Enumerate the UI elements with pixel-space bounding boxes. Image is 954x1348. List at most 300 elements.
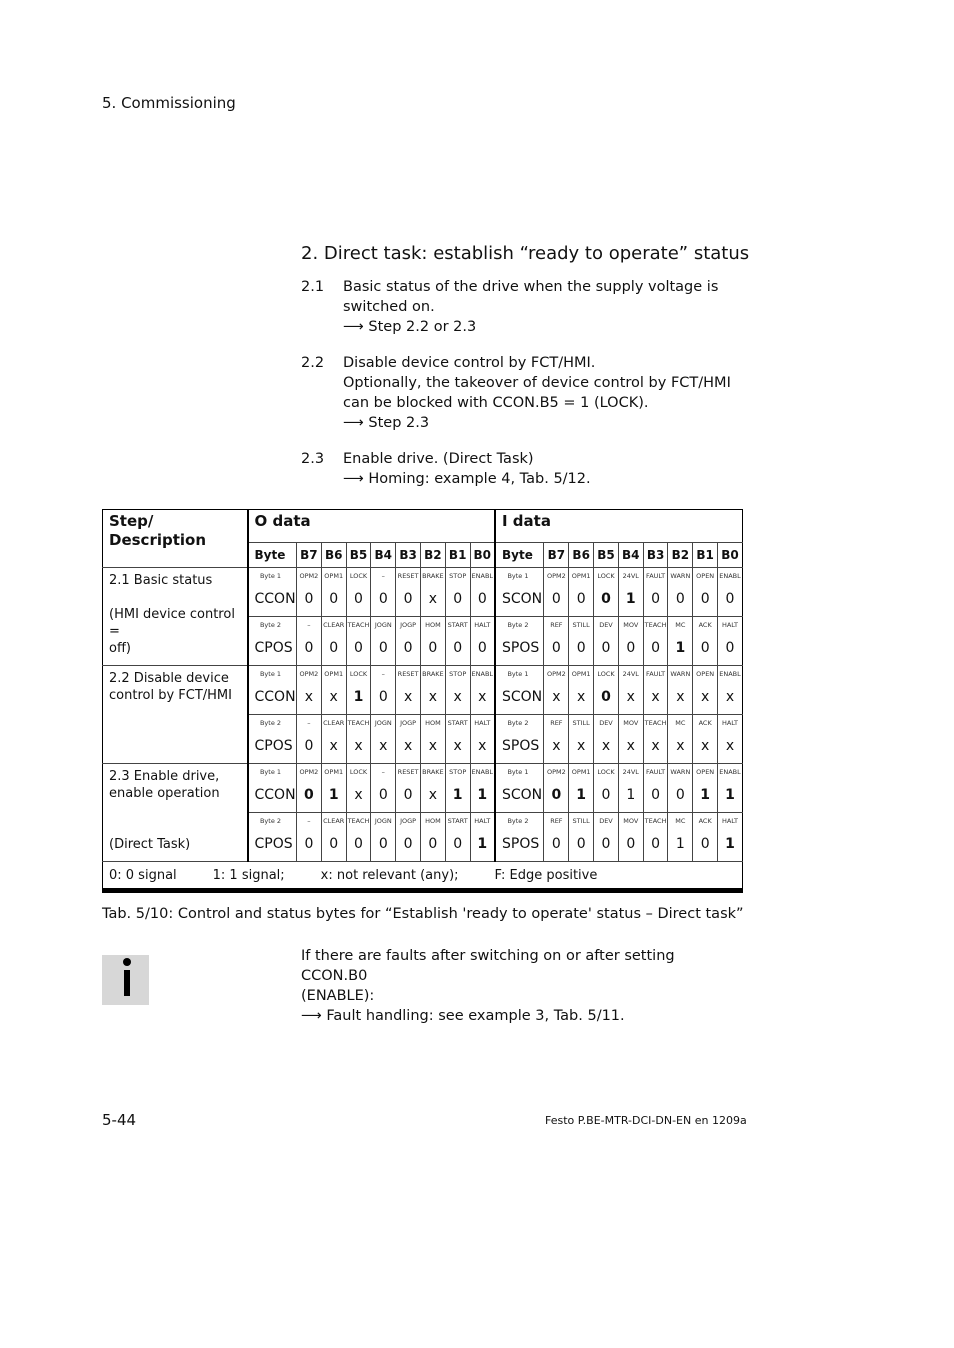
bit-value: 0	[601, 640, 611, 656]
bit-label: OPM2	[299, 768, 319, 776]
bit-value: 0	[551, 640, 561, 656]
o-bit-cell	[321, 764, 346, 813]
bit-label: JOGN	[374, 817, 392, 825]
bit-value: x	[329, 689, 338, 705]
byte-number-label: Byte 2	[259, 621, 282, 629]
bit-label: OPEN	[696, 670, 715, 678]
control-status-table	[102, 509, 743, 893]
bit-value: 1	[626, 787, 636, 803]
i-bit-cell	[569, 568, 594, 617]
step-number: 2.1	[301, 279, 325, 295]
o-bit-cell	[470, 666, 495, 715]
step-reference	[343, 469, 763, 489]
o-bit-cell	[396, 715, 421, 764]
i-bit-cell	[594, 813, 619, 862]
o-bit-cell	[297, 666, 322, 715]
i-bit-header-b4: B4	[618, 543, 643, 568]
bit-value: 0	[304, 787, 314, 803]
bit-label: ENABL	[471, 670, 494, 678]
bit-value: 0	[626, 836, 636, 852]
bit-label: ACK	[698, 817, 712, 825]
bit-value: x	[676, 689, 685, 705]
bit-value: 0	[403, 591, 413, 607]
byte-name: SCON	[501, 591, 543, 607]
o-bit-cell	[396, 568, 421, 617]
bit-label: –	[381, 768, 385, 776]
byte-number-label: Byte 2	[507, 817, 529, 825]
bit-value: x	[478, 689, 487, 705]
i-bit-cell	[643, 568, 668, 617]
byte-number-label: Byte 2	[259, 719, 282, 727]
section-title: 2. Direct task: establish “ready to operate” status	[301, 243, 750, 264]
bit-label: REF	[550, 719, 563, 727]
o-bit-cell	[420, 715, 445, 764]
i-bit-header-b2: B2	[668, 543, 693, 568]
bit-value: 0	[403, 836, 413, 852]
info-icon	[102, 955, 149, 1005]
bit-value: x	[453, 689, 462, 705]
byte-name: CPOS	[254, 738, 293, 754]
bit-value: 0	[700, 591, 710, 607]
bit-value: x	[428, 787, 438, 803]
i-bit-cell	[618, 813, 643, 862]
i-bit-cell	[693, 813, 718, 862]
bit-label: REF	[550, 817, 563, 825]
i-bit-cell	[618, 715, 643, 764]
bit-value: 0	[354, 640, 363, 656]
bit-label: CLEAR	[323, 719, 345, 727]
i-byte-cell	[495, 764, 544, 813]
o-bit-cell	[321, 666, 346, 715]
i-bit-cell	[718, 715, 743, 764]
step-reference-text: Step 2.2 or 2.3	[368, 319, 477, 335]
i-byte-cell	[495, 715, 544, 764]
bit-label: –	[307, 621, 311, 629]
bit-value: 0	[329, 591, 339, 607]
i-bit-cell	[544, 568, 569, 617]
o-bit-cell	[346, 715, 371, 764]
bit-label: LOCK	[349, 670, 368, 678]
bit-value: 0	[428, 640, 438, 656]
i-bit-cell	[594, 568, 619, 617]
byte-number-label: Byte 2	[259, 817, 282, 825]
bit-value: 1	[725, 787, 735, 803]
step-text: Basic status of the drive when the supply voltage is	[343, 279, 719, 295]
page-number: 5-44	[102, 1111, 137, 1129]
bit-label: MOV	[623, 817, 639, 825]
bit-label: TEACH	[644, 817, 667, 825]
i-bit-cell	[643, 764, 668, 813]
o-bit-cell	[371, 813, 396, 862]
table-caption: Tab. 5/10: Control and status bytes for “Establish 'ready to operate' status – Direct task”	[102, 906, 744, 922]
step-number: 2.3	[301, 451, 325, 467]
o-bit-cell	[470, 568, 495, 617]
bit-label: BRAKE	[422, 768, 444, 776]
i-bit-cell	[618, 568, 643, 617]
bit-value: 0	[378, 591, 388, 607]
o-byte-cell	[248, 715, 297, 764]
i-bit-cell	[544, 715, 569, 764]
i-bit-cell	[618, 666, 643, 715]
bit-value: x	[453, 738, 462, 754]
o-data-header: O data	[248, 510, 495, 543]
i-bit-cell	[544, 813, 569, 862]
bit-value: 0	[304, 591, 314, 607]
bit-label: ENABL	[719, 572, 741, 580]
arrow-icon: ⟶	[301, 1008, 322, 1024]
bit-label: FAULT	[646, 670, 666, 678]
i-byte-cell	[495, 617, 544, 666]
i-bit-cell	[569, 715, 594, 764]
i-bit-cell	[718, 568, 743, 617]
bit-value: 0	[601, 787, 611, 803]
bit-value: 1	[675, 836, 685, 852]
bit-label: HOM	[425, 719, 441, 727]
bit-label: JOGP	[400, 621, 417, 629]
o-bit-header-b1: B1	[445, 543, 470, 568]
bit-value: 0	[329, 836, 339, 852]
bit-label: BRAKE	[422, 670, 444, 678]
bit-label: OPM2	[299, 572, 319, 580]
o-bit-header-b0: B0	[470, 543, 495, 568]
bit-value: x	[403, 689, 413, 705]
bit-label: START	[447, 719, 468, 727]
i-bit-cell	[544, 617, 569, 666]
bit-value: 1	[625, 591, 636, 607]
o-byte-cell	[248, 568, 297, 617]
table-row	[103, 764, 743, 813]
bit-label: OPM1	[324, 768, 344, 776]
arrow-icon: ⟶	[343, 415, 364, 431]
bit-value: x	[701, 689, 710, 705]
o-bit-header-b2: B2	[420, 543, 445, 568]
i-bit-cell	[668, 617, 693, 666]
bit-label: LOCK	[349, 572, 368, 580]
bit-label: HALT	[721, 621, 738, 629]
i-bit-cell	[643, 813, 668, 862]
bit-label: OPM1	[571, 670, 591, 678]
i-byte-cell	[495, 666, 544, 715]
i-bit-cell	[643, 715, 668, 764]
bit-label: RESET	[397, 670, 419, 678]
bit-label: LOCK	[597, 768, 615, 776]
o-bit-cell	[445, 568, 470, 617]
byte-name: CCON	[254, 591, 296, 607]
o-bit-cell	[420, 617, 445, 666]
bit-value: 0	[378, 787, 388, 803]
o-bit-cell	[321, 715, 346, 764]
bit-value: x	[428, 591, 438, 607]
bit-value: x	[354, 787, 363, 803]
bit-label: JOGN	[374, 621, 392, 629]
bit-value: 0	[304, 836, 314, 852]
i-bit-cell	[643, 617, 668, 666]
i-bit-cell	[693, 666, 718, 715]
bit-value: 0	[453, 836, 463, 852]
byte-name: SPOS	[501, 836, 540, 852]
bit-value: 0	[378, 640, 388, 656]
i-bit-cell	[544, 764, 569, 813]
bit-value: 0	[725, 640, 735, 656]
bit-label: HALT	[721, 719, 738, 727]
i-bit-cell	[594, 617, 619, 666]
bit-value: x	[577, 689, 586, 705]
o-bit-cell	[420, 764, 445, 813]
step-text: can be blocked with CCON.B5 = 1 (LOCK).	[343, 395, 649, 411]
bit-value: 1	[477, 836, 488, 852]
bit-value: x	[379, 738, 388, 754]
i-byte-cell	[495, 813, 544, 862]
bit-value: 0	[304, 738, 314, 754]
bit-label: START	[447, 621, 468, 629]
bit-label: JOGP	[400, 817, 417, 825]
i-bit-cell	[618, 617, 643, 666]
o-bit-cell	[445, 764, 470, 813]
o-byte-cell	[248, 617, 297, 666]
bit-value: 1	[700, 787, 711, 803]
bit-value: 0	[725, 591, 735, 607]
o-bit-header-b5: B5	[346, 543, 371, 568]
bit-label: ENABL	[471, 768, 494, 776]
step-reference-text: Step 2.3	[368, 415, 430, 431]
legend-item: x: not relevant (any);	[320, 867, 459, 883]
o-bit-cell	[346, 568, 371, 617]
o-bit-cell	[470, 764, 495, 813]
i-bit-cell	[668, 568, 693, 617]
bit-value: x	[651, 689, 660, 705]
i-bit-cell	[668, 813, 693, 862]
bit-value: x	[725, 738, 735, 754]
bit-value: 1	[477, 787, 488, 803]
bit-value: 0	[576, 640, 586, 656]
bit-label: OPM2	[299, 670, 319, 678]
bit-value: 1	[725, 836, 735, 852]
bit-value: 0	[651, 640, 661, 656]
bit-value: x	[626, 689, 635, 705]
i-bit-cell	[594, 764, 619, 813]
bit-label: ENABL	[719, 768, 741, 776]
step-description: 2.1 Basic status (HMI device control = off)	[103, 568, 248, 666]
o-bit-cell	[445, 715, 470, 764]
bit-value: 0	[428, 836, 438, 852]
bit-value: 0	[601, 591, 611, 607]
table-legend	[103, 862, 743, 891]
bit-label: TEACH	[347, 719, 370, 727]
bit-value: x	[354, 738, 363, 754]
bit-value: 0	[551, 836, 561, 852]
bit-value: 1	[576, 787, 587, 803]
bit-value: 0	[304, 640, 314, 656]
o-bit-cell	[297, 617, 322, 666]
bit-value: 0	[651, 591, 661, 607]
bit-label: HOM	[425, 621, 441, 629]
o-bit-cell	[445, 813, 470, 862]
bit-value: x	[651, 738, 660, 754]
bit-label: DEV	[599, 719, 613, 727]
byte-number-label: Byte 1	[259, 768, 282, 776]
o-bit-cell	[396, 813, 421, 862]
legend-item: 0: 0 signal	[109, 867, 177, 883]
i-bit-cell	[618, 764, 643, 813]
bit-label: WARN	[670, 572, 691, 580]
bit-value: x	[329, 738, 338, 754]
bit-value: 1	[328, 787, 339, 803]
bit-value: x	[478, 738, 487, 754]
table-row	[103, 666, 743, 715]
byte-number-label: Byte 1	[259, 670, 282, 678]
byte-number-label: Byte 1	[507, 768, 529, 776]
bit-label: –	[307, 817, 311, 825]
bit-value: 0	[576, 836, 586, 852]
info-text-line: If there are faults after switching on or after setting CCON.B0	[301, 948, 675, 984]
step-reference	[343, 413, 763, 433]
bit-value: x	[626, 738, 635, 754]
bit-value: x	[403, 738, 413, 754]
bit-value: x	[428, 738, 438, 754]
bit-value: 0	[378, 836, 388, 852]
o-bit-cell	[346, 617, 371, 666]
bit-label: ACK	[698, 719, 712, 727]
arrow-icon: ⟶	[343, 319, 364, 335]
o-bit-cell	[470, 617, 495, 666]
o-bit-cell	[371, 764, 396, 813]
i-bit-cell	[693, 568, 718, 617]
bit-label: ENABL	[471, 572, 494, 580]
i-bit-cell	[693, 715, 718, 764]
step-description: 2.3 Enable drive, enable operation (Direct Task)	[103, 764, 248, 862]
bit-value: 0	[700, 836, 710, 852]
i-bit-header-b7: B7	[544, 543, 569, 568]
bit-label: MC	[675, 817, 686, 825]
step-description: 2.2 Disable device control by FCT/HMI	[103, 666, 248, 764]
o-bit-cell	[297, 813, 322, 862]
bit-label: OPM1	[324, 572, 344, 580]
bit-label: TEACH	[644, 719, 667, 727]
bit-label: OPM2	[546, 670, 566, 678]
bit-label: OPM1	[324, 670, 344, 678]
bit-label: FAULT	[646, 572, 666, 580]
o-bit-header-b7: B7	[297, 543, 322, 568]
i-bit-header-b3: B3	[643, 543, 668, 568]
bit-label: HALT	[474, 719, 491, 727]
o-byte-cell	[248, 764, 297, 813]
bit-label: STOP	[449, 768, 467, 776]
byte-name: CCON	[254, 787, 296, 803]
bit-value: x	[676, 738, 685, 754]
bit-label: RESET	[397, 768, 419, 776]
o-byte-cell	[248, 813, 297, 862]
o-bit-cell	[371, 568, 396, 617]
o-byte-cell	[248, 666, 297, 715]
o-bit-cell	[297, 764, 322, 813]
bit-value: 1	[452, 787, 463, 803]
step-reference	[343, 317, 763, 337]
byte-name: CPOS	[254, 836, 293, 852]
bit-label: –	[381, 670, 385, 678]
bit-value: 0	[551, 787, 562, 803]
i-bit-cell	[544, 666, 569, 715]
o-bit-cell	[420, 568, 445, 617]
bit-label: RESET	[397, 572, 419, 580]
o-bit-cell	[396, 617, 421, 666]
i-bit-cell	[643, 666, 668, 715]
o-bit-cell	[470, 813, 495, 862]
o-bit-cell	[396, 666, 421, 715]
table-row	[103, 568, 743, 617]
step-number: 2.2	[301, 355, 325, 371]
o-byte-col-header: Byte	[248, 543, 297, 568]
bit-label: TEACH	[347, 621, 370, 629]
bit-label: REF	[550, 621, 563, 629]
bit-label: LOCK	[597, 670, 615, 678]
info-text-line: (ENABLE):	[301, 988, 375, 1004]
bit-value: x	[428, 689, 438, 705]
bit-label: BRAKE	[422, 572, 444, 580]
bit-value: 0	[403, 787, 413, 803]
bit-label: HALT	[474, 621, 491, 629]
o-bit-header-b4: B4	[371, 543, 396, 568]
o-bit-cell	[297, 568, 322, 617]
bit-value: 0	[354, 836, 363, 852]
bit-label: MOV	[623, 621, 639, 629]
bit-label: ACK	[698, 621, 712, 629]
o-bit-cell	[321, 813, 346, 862]
bit-value: 0	[477, 640, 487, 656]
bit-label: WARN	[670, 768, 691, 776]
bit-label: MC	[675, 719, 686, 727]
bit-label: LOCK	[597, 572, 615, 580]
o-bit-cell	[321, 568, 346, 617]
byte-name: SPOS	[501, 640, 540, 656]
i-byte-col-header: Byte	[495, 543, 544, 568]
bit-value: x	[552, 738, 561, 754]
i-bit-cell	[594, 715, 619, 764]
i-byte-cell	[495, 568, 544, 617]
byte-number-label: Byte 2	[507, 621, 529, 629]
i-bit-cell	[718, 666, 743, 715]
i-data-header: I data	[495, 510, 742, 543]
bit-value: 0	[700, 640, 710, 656]
o-bit-cell	[371, 617, 396, 666]
bit-value: 0	[651, 836, 661, 852]
bit-label: DEV	[599, 621, 613, 629]
i-bit-cell	[594, 666, 619, 715]
byte-number-label: Byte 1	[507, 572, 529, 580]
bit-value: 0	[601, 689, 611, 705]
bit-value: 0	[675, 787, 685, 803]
bit-value: 0	[651, 787, 661, 803]
bit-label: –	[307, 719, 311, 727]
i-bit-cell	[718, 617, 743, 666]
bit-value: 0	[601, 836, 611, 852]
bit-value: x	[577, 738, 586, 754]
byte-number-label: Byte 1	[259, 572, 282, 580]
byte-number-label: Byte 2	[507, 719, 529, 727]
o-bit-cell	[346, 764, 371, 813]
i-bit-header-b0: B0	[718, 543, 743, 568]
bit-label: JOGP	[400, 719, 417, 727]
bit-label: MOV	[623, 719, 639, 727]
bit-label: MC	[675, 621, 686, 629]
bit-label: HALT	[474, 817, 491, 825]
bit-label: STOP	[449, 670, 467, 678]
byte-name: SPOS	[501, 738, 540, 754]
bit-label: WARN	[670, 670, 691, 678]
bit-label: START	[447, 817, 468, 825]
o-bit-cell	[396, 764, 421, 813]
bit-label: DEV	[599, 817, 613, 825]
o-bit-cell	[420, 666, 445, 715]
